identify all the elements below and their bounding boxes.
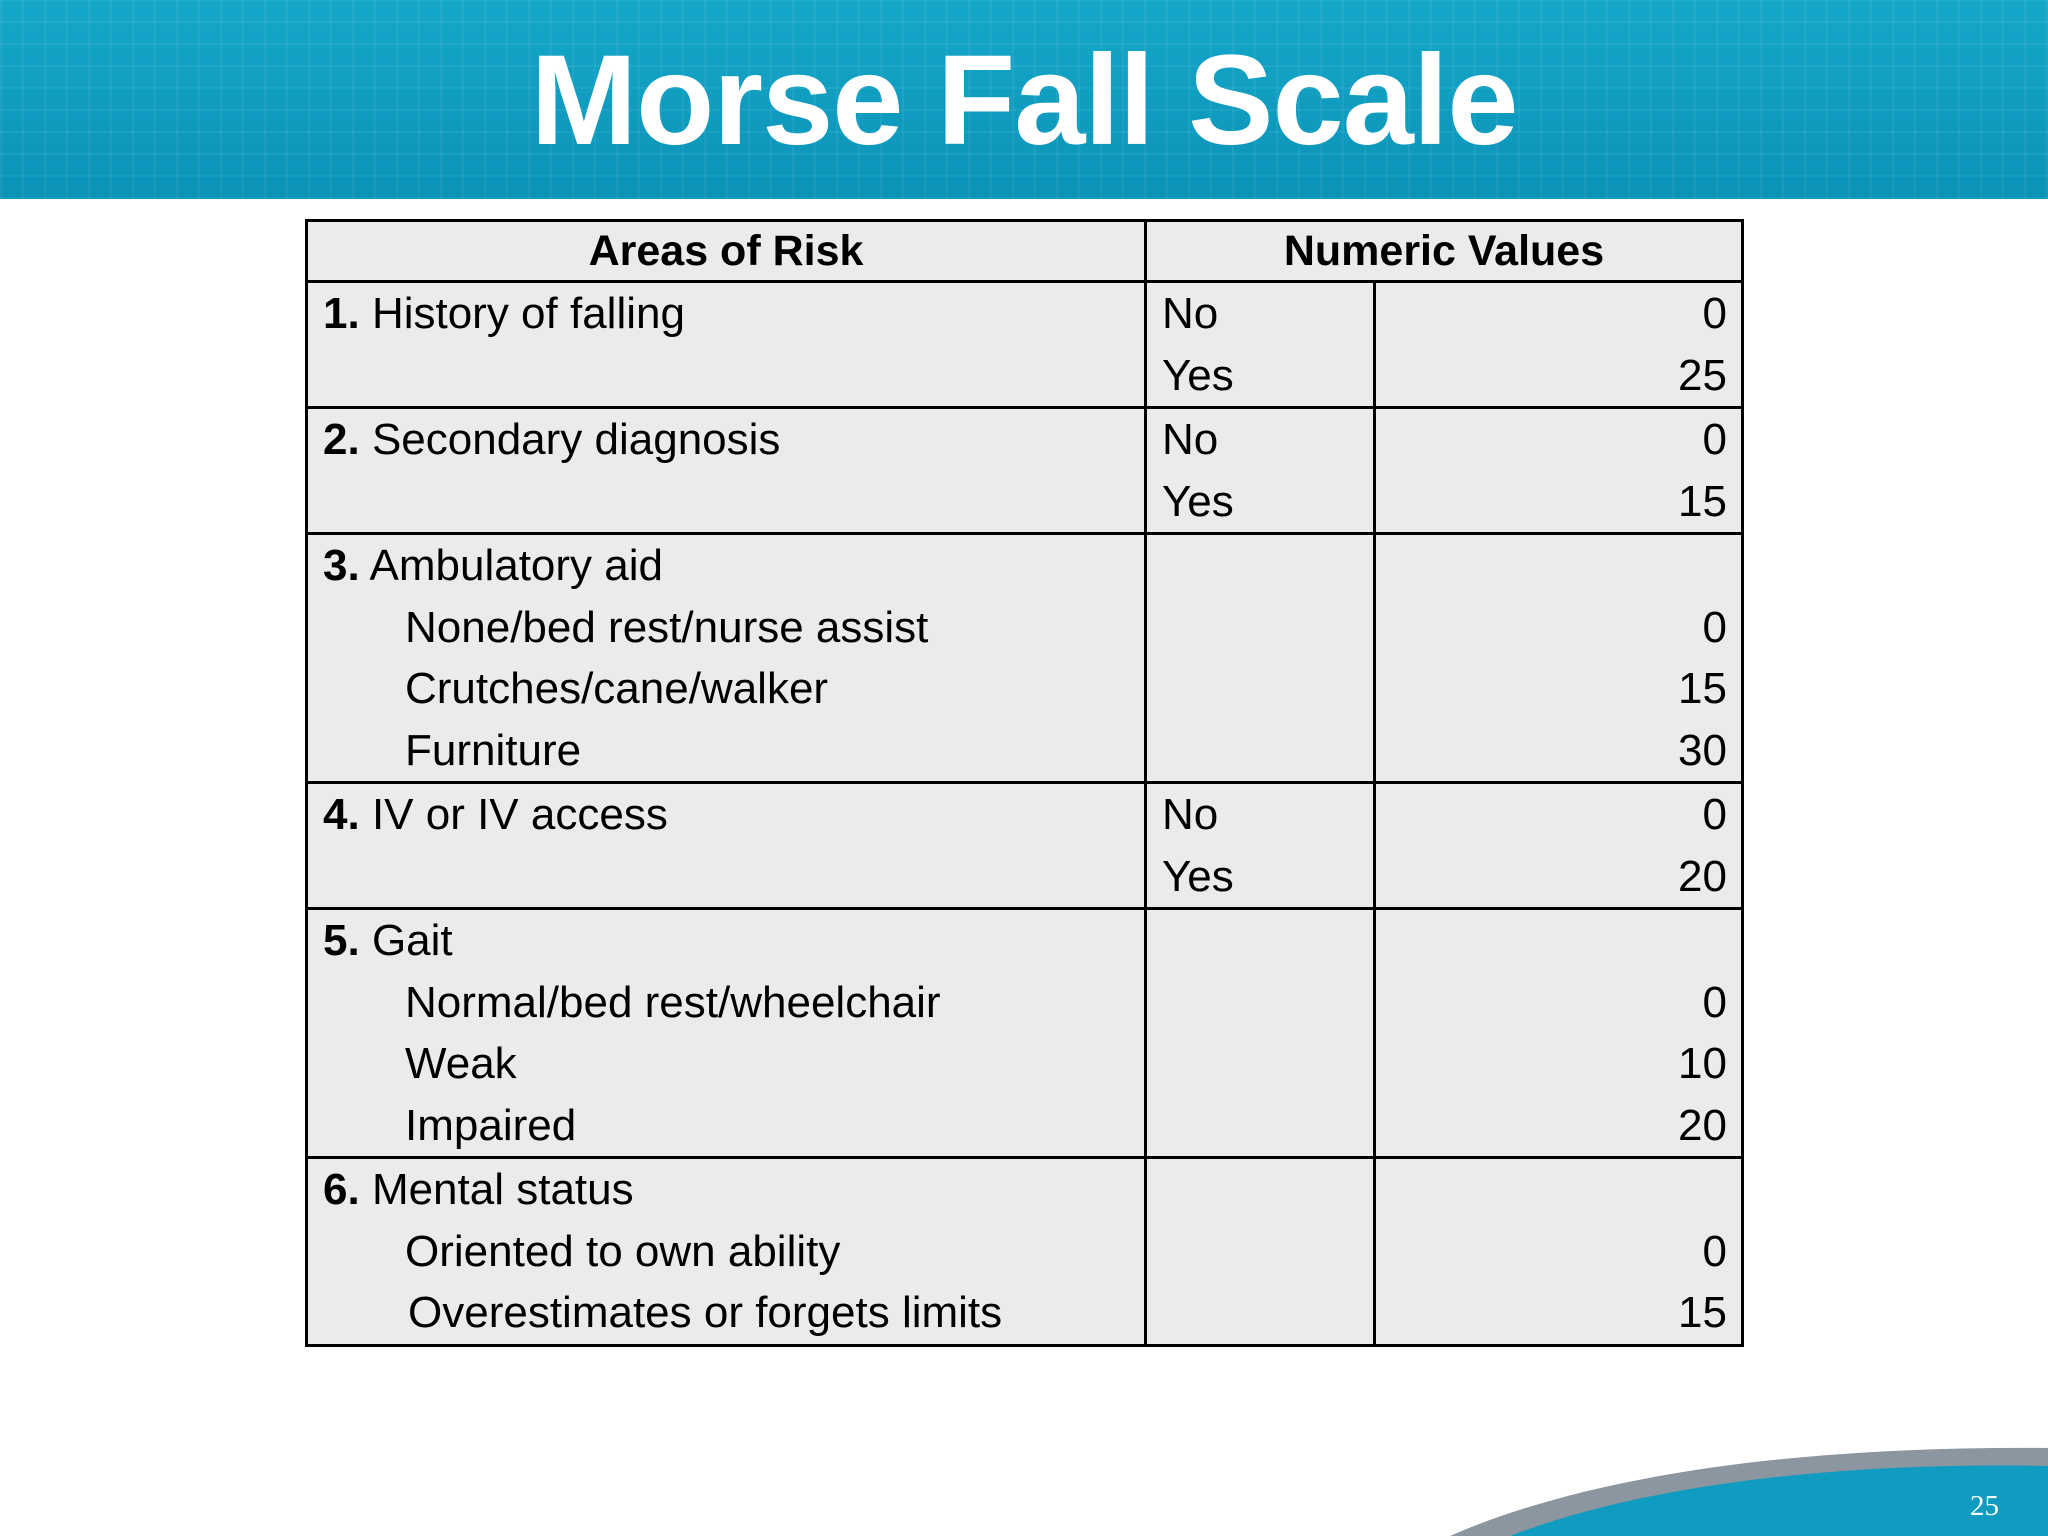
response-label: Yes (1162, 350, 1234, 400)
area-label: Ambulatory aid (369, 541, 663, 590)
option-label: None/bed rest/nurse assist (405, 602, 929, 652)
slide-title: Morse Fall Scale (530, 29, 1518, 172)
score-value: 0 (1702, 602, 1727, 652)
score-value: 15 (1678, 664, 1727, 713)
score-value: 0 (1702, 289, 1727, 338)
item-number: 5. (323, 916, 360, 965)
item-number: 4. (323, 790, 360, 839)
score-value: 0 (1702, 1226, 1727, 1276)
item-number: 1. (323, 289, 360, 338)
area-label: IV or IV access (371, 790, 668, 839)
item-number: 6. (323, 1165, 360, 1214)
score-value: 20 (1678, 1100, 1727, 1150)
page-number: 25 (1970, 1490, 1999, 1522)
option-label: Normal/bed rest/wheelchair (405, 977, 941, 1027)
score-value: 25 (1678, 350, 1727, 400)
option-label: Furniture (405, 725, 582, 775)
score-value: 0 (1702, 415, 1727, 464)
option-label: Impaired (405, 1100, 577, 1150)
option-label: Weak (405, 1039, 517, 1088)
area-label: Mental status (371, 1165, 634, 1214)
header-numeric-values: Numeric Values (1146, 221, 1743, 282)
score-value: 15 (1678, 1288, 1727, 1337)
response-label: Yes (1162, 476, 1234, 526)
area-label: Gait (371, 916, 453, 965)
header-areas-of-risk: Areas of Risk (307, 221, 1146, 282)
area-label: History of falling (371, 289, 685, 338)
score-value: 30 (1678, 725, 1727, 775)
response-label: No (1162, 415, 1219, 464)
option-label: Overestimates or forgets limits (408, 1288, 1003, 1337)
area-label: Secondary diagnosis (371, 415, 781, 464)
response-label: No (1162, 790, 1219, 839)
option-label: Oriented to own ability (405, 1226, 841, 1276)
item-number: 2. (323, 415, 360, 464)
response-label: No (1162, 289, 1219, 338)
score-value: 0 (1702, 977, 1727, 1027)
score-value: 15 (1678, 476, 1727, 526)
item-number: 3. (323, 541, 360, 590)
option-label: Crutches/cane/walker (405, 664, 829, 713)
response-label: Yes (1162, 851, 1234, 901)
score-value: 0 (1702, 790, 1727, 839)
score-value: 10 (1678, 1039, 1727, 1088)
score-value: 20 (1678, 851, 1727, 901)
